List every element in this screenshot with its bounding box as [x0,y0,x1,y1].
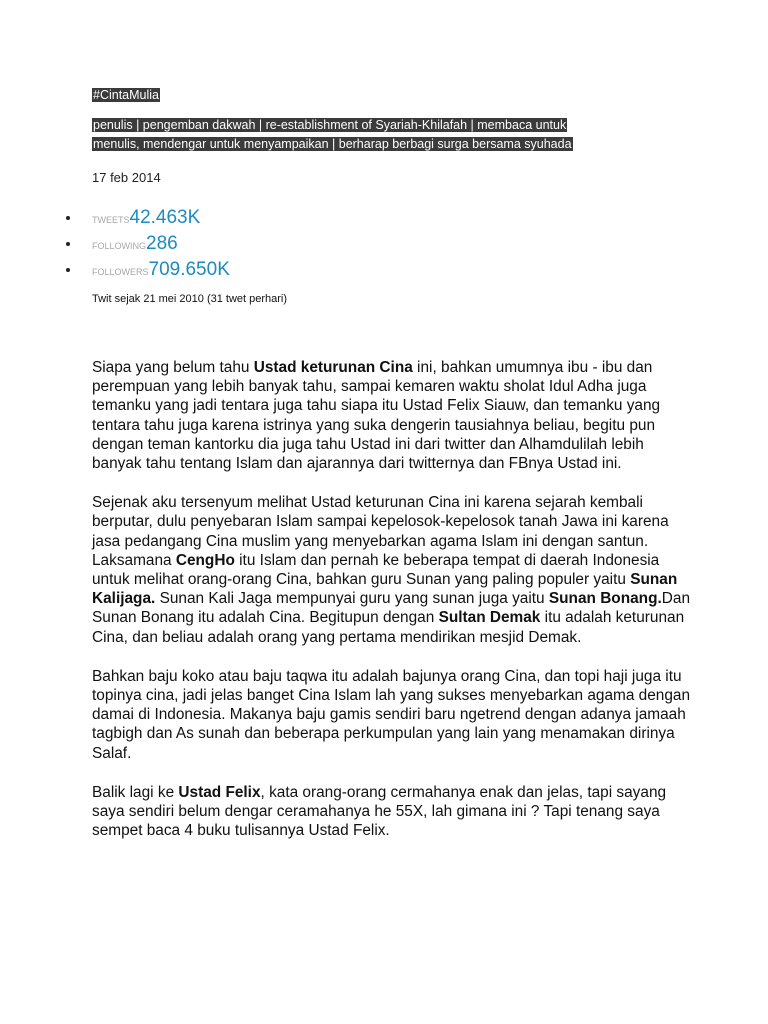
bold-text: Sultan Demak [438,609,541,627]
text-run: Sejenak aku tersenyum melihat Ustad keturunan Cina ini karena sejarah kembali berputar, dulu penyebaran Islam sampai kepelosok-kepelosok tanah Jawa ini karena jasa pedangang Cina muslim yang menyebarkan agama Islam ini dengan santun. Laksamana [92,494,669,569]
stat-value: 286 [146,233,178,254]
stat-followers [66,254,230,280]
bold-text: CengHo [175,551,235,569]
stat-tweets [66,202,230,228]
text-run: Dan Sunan Bonang itu adalah Cina. Begitupun dengan [92,590,690,627]
article-body [92,358,692,860]
paragraph-2 [92,493,692,647]
profile-bio [92,116,652,154]
bullet-icon [66,268,70,272]
paragraph-4 [92,783,692,841]
bio-line-2: menulis, mendengar untuk menyampaikan | berharap berbagi surga bersama syuhada [93,137,572,151]
paragraph-1 [92,358,692,473]
profile-date: 17 feb 2014 [92,170,161,185]
stats-list [66,202,230,280]
bullet-icon [66,242,70,246]
bold-text: Ustad Felix [178,783,261,801]
stat-following [66,228,230,254]
stat-label: TWEETS [92,215,130,225]
bullet-icon [66,216,70,220]
stat-value: 709.650K [148,259,230,280]
text-run: ini, bahkan umumnya ibu - ibu dan perempuan yang lebih banyak tahu, sampai kemaren waktu sholat Idul Adha juga temanku yang jadi tentara juga tahu siapa itu Ustad Felix Siauw, dan temanku yang tentara tahu juga karena istrinya yang suka dengerin tausiahnya beliau, begitu pun dengan teman kantorku dia juga tahu Ustad ini dari twitter dan Alhamdulilah lebih banyak tahu tentang Islam dan ajarannya dari twitternya dan FBnya Ustad ini. [92,359,661,473]
text-run: itu adalah keturunan Cina, dan beliau adalah orang yang pertama mendirikan mesjid Demak. [92,609,685,646]
text-run: Siapa yang belum tahu [92,359,254,376]
text-run: , kata orang-orang cermahanya enak dan jelas, tapi sayang saya sendiri belum dengar ceramahanya he 55X, lah gimana ini ? Tapi tenang saya sempet baca 4 buku tulisannya Ustad Felix. [92,783,667,840]
stat-label: FOLLOWING [92,241,147,251]
stat-label: FOLLOWERS [92,267,149,277]
text-run: itu Islam dan pernah ke beberapa tempat di daerah Indonesia untuk melihat orang-orang Cina, bahkan guru Sunan yang paling populer yaitu [92,551,660,589]
text-run: Sunan Kali Jaga mempunyai guru yang sunan juga yaitu [155,590,549,608]
hashtag-text: #CintaMulia [93,88,160,102]
bold-text: Sunan Bonang. [548,590,662,608]
text-run: Balik lagi ke [92,783,179,801]
hashtag [92,87,160,103]
paragraph-3: Bahkan baju koko atau baju taqwa itu adalah bajunya orang Cina, dan topi haji juga itu topinya cina, jadi jelas banget Cina Islam lah yang sukses menyebarkan agama dengan damai di Indonesia. Makanya baju gamis sendiri baru ngetrend dengan adanya jamaah tagbigh dan As sunah dan beberapa perkumpulan yang lain yang menamakan dirinya Salaf. [92,667,691,762]
bold-text: Ustad keturunan Cina [253,359,413,376]
stat-value: 42.463K [129,207,201,228]
bold-text: Sunan Kalijaga. [92,571,678,608]
bio-line-1: penulis | pengemban dakwah | re-establishment of Syariah-Khilafah | membaca untuk [93,118,567,132]
tweet-since-note: Twit sejak 21 mei 2010 (31 twet perhari) [92,293,288,305]
